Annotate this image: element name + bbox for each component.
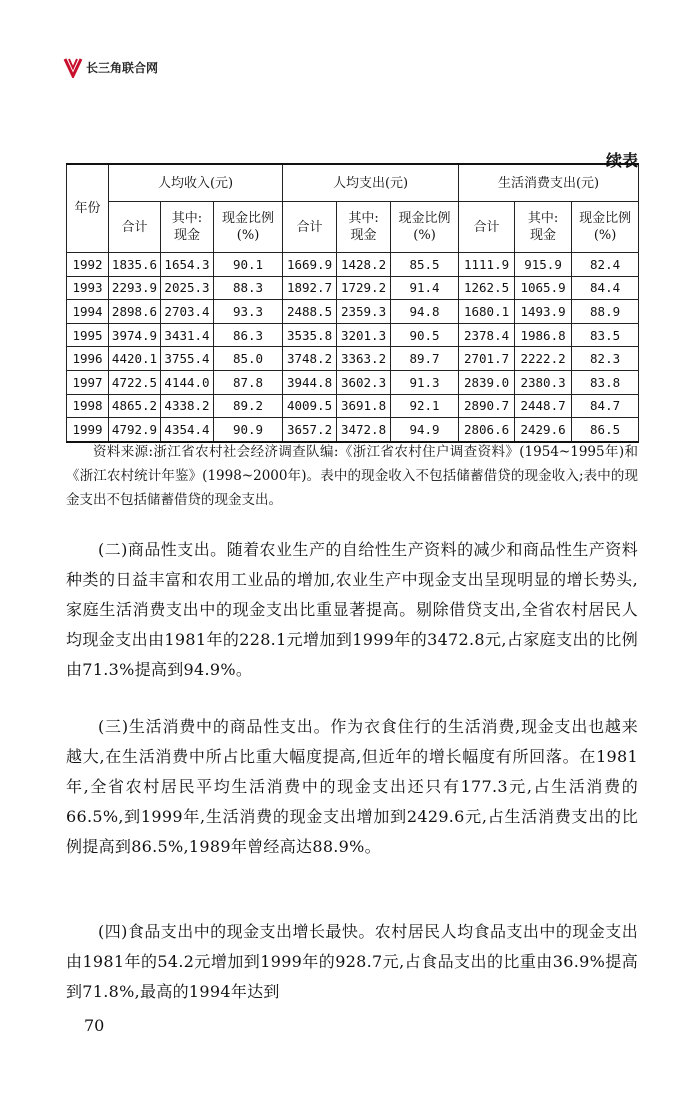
value-cell: 86.5 — [572, 418, 639, 442]
value-cell: 2488.5 — [283, 300, 337, 324]
year-cell: 1998 — [67, 394, 109, 418]
value-cell: 4792.9 — [109, 418, 161, 442]
value-cell: 89.2 — [214, 394, 283, 418]
value-cell: 3431.4 — [161, 323, 214, 347]
subheader-cell: 其中: 现金 — [161, 202, 214, 253]
value-cell: 86.3 — [214, 323, 283, 347]
value-cell: 94.8 — [391, 300, 459, 324]
year-cell: 1997 — [67, 370, 109, 394]
table-row — [67, 418, 639, 442]
value-cell: 4722.5 — [109, 370, 161, 394]
value-cell: 82.4 — [572, 253, 639, 277]
value-cell: 91.4 — [391, 276, 459, 300]
value-cell: 2429.6 — [515, 418, 572, 442]
year-cell: 1992 — [67, 253, 109, 277]
value-cell: 2025.3 — [161, 276, 214, 300]
value-cell: 3691.8 — [337, 394, 391, 418]
value-cell: 3974.9 — [109, 323, 161, 347]
value-cell: 2890.7 — [459, 394, 515, 418]
income-group-header: 人均收入(元) — [109, 164, 283, 202]
value-cell: 4009.5 — [283, 394, 337, 418]
consumption-group-header: 生活消费支出(元) — [459, 164, 639, 202]
site-logo-text: 长三角联合网 — [86, 60, 159, 75]
value-cell: 2701.7 — [459, 347, 515, 371]
subheader-row — [67, 202, 639, 253]
subheader-cell: 合计 — [109, 202, 161, 253]
value-cell: 90.1 — [214, 253, 283, 277]
table-row — [67, 276, 639, 300]
value-cell: 90.5 — [391, 323, 459, 347]
value-cell: 1654.3 — [161, 253, 214, 277]
value-cell: 2380.3 — [515, 370, 572, 394]
subheader-cell: 现金比例 (%) — [391, 202, 459, 253]
year-cell: 1996 — [67, 347, 109, 371]
table-row — [67, 253, 639, 277]
value-cell: 1262.5 — [459, 276, 515, 300]
table-body — [67, 253, 639, 442]
value-cell: 1835.6 — [109, 253, 161, 277]
value-cell: 2359.3 — [337, 300, 391, 324]
value-cell: 94.9 — [391, 418, 459, 442]
value-cell: 92.1 — [391, 394, 459, 418]
value-cell: 2898.6 — [109, 300, 161, 324]
value-cell: 88.9 — [572, 300, 639, 324]
value-cell: 1669.9 — [283, 253, 337, 277]
page-number: 70 — [84, 1016, 105, 1035]
value-cell: 3201.3 — [337, 323, 391, 347]
value-cell: 83.8 — [572, 370, 639, 394]
year-cell: 1995 — [67, 323, 109, 347]
table-row — [67, 323, 639, 347]
value-cell: 3748.2 — [283, 347, 337, 371]
subheader-cell: 现金比例 (%) — [572, 202, 639, 253]
value-cell: 915.9 — [515, 253, 572, 277]
year-cell: 1994 — [67, 300, 109, 324]
paragraph-food-expenditure: (四)食品支出中的现金支出增长最快。农村居民人均食品支出中的现金支出由1981年的54.2元增加到1999年的928.7元,占食品支出的比重由36.9%提高到71.8%,最高的1994年达到 — [66, 922, 638, 1001]
value-cell: 83.5 — [572, 323, 639, 347]
value-cell: 89.7 — [391, 347, 459, 371]
value-cell: 3363.2 — [337, 347, 391, 371]
table-header — [67, 164, 639, 253]
value-cell: 4420.1 — [109, 347, 161, 371]
value-cell: 3657.2 — [283, 418, 337, 442]
year-column-header: 年份 — [67, 164, 109, 253]
year-cell: 1999 — [67, 418, 109, 442]
value-cell: 82.3 — [572, 347, 639, 371]
value-cell: 87.8 — [214, 370, 283, 394]
site-logo — [62, 55, 158, 79]
subheader-cell: 合计 — [283, 202, 337, 253]
year-cell: 1993 — [67, 276, 109, 300]
value-cell: 3472.8 — [337, 418, 391, 442]
table-row — [67, 370, 639, 394]
value-cell: 3602.3 — [337, 370, 391, 394]
value-cell: 3535.8 — [283, 323, 337, 347]
value-cell: 2293.9 — [109, 276, 161, 300]
value-cell: 1680.1 — [459, 300, 515, 324]
table-row — [67, 394, 639, 418]
value-cell: 90.9 — [214, 418, 283, 442]
subheader-cell: 其中: 现金 — [337, 202, 391, 253]
value-cell: 1493.9 — [515, 300, 572, 324]
value-cell: 4144.0 — [161, 370, 214, 394]
value-cell: 3944.8 — [283, 370, 337, 394]
paragraph-consumption-expenditure: (三)生活消费中的商品性支出。作为衣食住行的生活消费,现金支出也越来越大,在生活消费中所占比重大幅度提高,但近年的增长幅度有所回落。在1981年,全省农村居民平均生活消费中的现金支出还只有177.3元,占生活消费的66.5%,到1999年,生活消费的现金支出增加到2429.6元,占生活消费支出的比例提高到86.5%,1989年曾经高达88.9%。 — [66, 717, 638, 856]
value-cell: 88.3 — [214, 276, 283, 300]
value-cell: 1065.9 — [515, 276, 572, 300]
table-row — [67, 300, 639, 324]
value-cell: 84.7 — [572, 394, 639, 418]
value-cell: 1986.8 — [515, 323, 572, 347]
value-cell: 1428.2 — [337, 253, 391, 277]
site-logo-icon — [62, 56, 84, 78]
value-cell: 4354.4 — [161, 418, 214, 442]
subheader-cell: 其中: 现金 — [515, 202, 572, 253]
value-cell: 2839.0 — [459, 370, 515, 394]
table-continuation-label: 续表 — [605, 151, 638, 170]
table-row — [67, 347, 639, 371]
paragraph-commodity-expenditure: (二)商品性支出。随着农业生产的自给性生产资料的减少和商品性生产资料种类的日益丰富和农用工业品的增加,农业生产中现金支出呈现明显的增长势头,家庭生活消费支出中的现金支出比重显著提高。剔除借贷支出,全省农村居民人均现金支出由1981年的228.1元增加到1999年的3472.8元,占家庭支出的比例由71.3%提高到94.9%。 — [66, 540, 638, 679]
value-cell: 93.3 — [214, 300, 283, 324]
value-cell: 84.4 — [572, 276, 639, 300]
value-cell: 2378.4 — [459, 323, 515, 347]
value-cell: 1892.7 — [283, 276, 337, 300]
value-cell: 1729.2 — [337, 276, 391, 300]
value-cell: 3755.4 — [161, 347, 214, 371]
value-cell: 2448.7 — [515, 394, 572, 418]
value-cell: 91.3 — [391, 370, 459, 394]
value-cell: 4865.2 — [109, 394, 161, 418]
expenditure-group-header: 人均支出(元) — [283, 164, 459, 202]
subheader-cell: 现金比例 (%) — [214, 202, 283, 253]
table-source-note: 资料来源:浙江省农村社会经济调查队编:《浙江省农村住户调查资料》(1954~1995年)和《浙江农村统计年鉴》(1998~2000年)。表中的现金收入不包括储蓄借贷的现金收入;表中的现金支出不包括储蓄借贷的现金支出。 — [66, 444, 638, 508]
value-cell: 85.5 — [391, 253, 459, 277]
statistics-table — [66, 163, 639, 443]
value-cell: 1111.9 — [459, 253, 515, 277]
value-cell: 2806.6 — [459, 418, 515, 442]
value-cell: 85.0 — [214, 347, 283, 371]
value-cell: 4338.2 — [161, 394, 214, 418]
subheader-cell: 合计 — [459, 202, 515, 253]
value-cell: 2703.4 — [161, 300, 214, 324]
value-cell: 2222.2 — [515, 347, 572, 371]
